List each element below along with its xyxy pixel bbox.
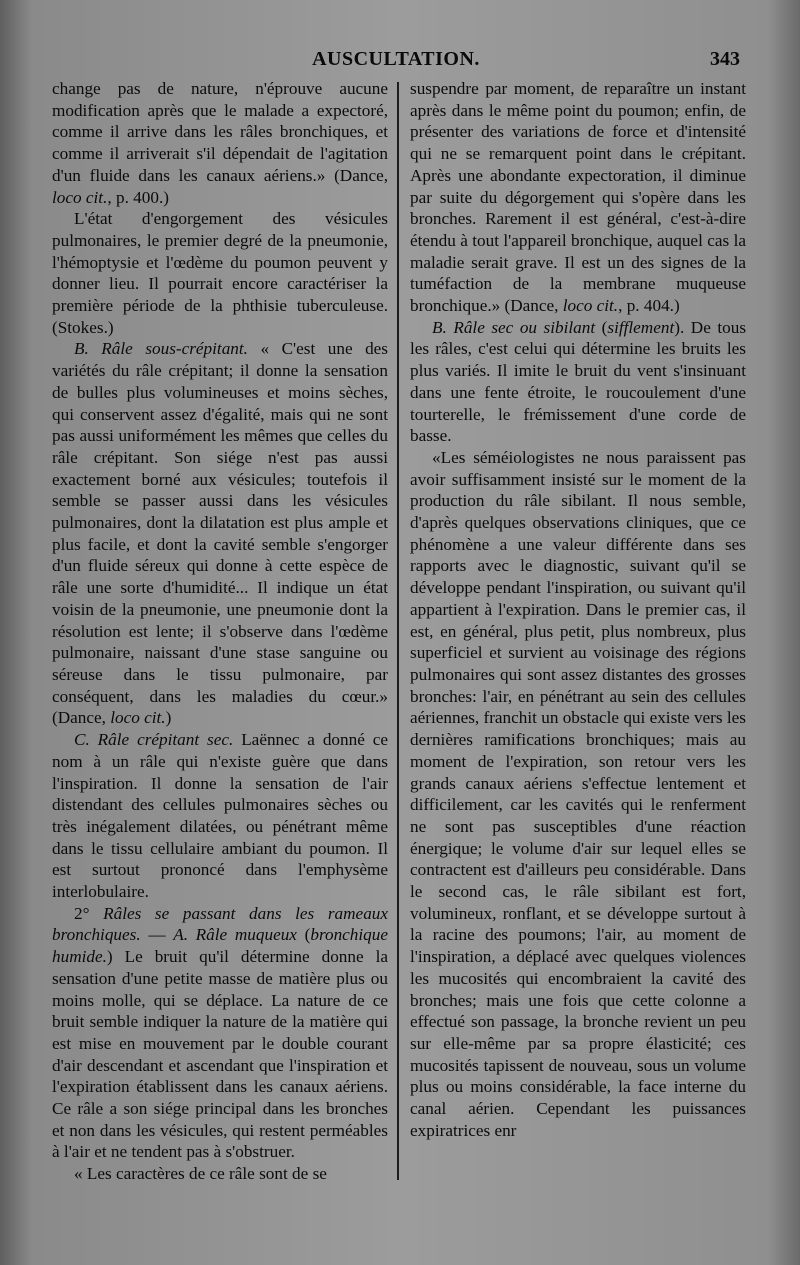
paren: (	[296, 925, 311, 945]
paragraph-text: «Les séméiologistes ne nous paraissent pas avoir suffisamment insisté sur le moment de la production du râle sibilant. Il nous semble, d'après quelques observations cliniques, que ce phénomène a une valeur différente dans ses rapports avec le diagnostic, suivant qu'il se développe pendant l'inspiration, ou suivant qu'il appartient à l'expiration. Dans le premier cas, il est, en général, plus petit, plus nombreux, plus superficiel et survient au voisinage des régions pulmonaires qui sont assez distantes des grosses bronches: l'air, en pénétrant au sein des cellules aériennes, franchit un obstacle qui existe vers les dernières ramifications bronchiques; mais au moment de l'expiration, son retour vers les grands canaux aériens s'effectue lentement et difficilement, car les cavités qui le renferment ne sont pas susceptibles d'une réaction énergique; le volume d'air sur lequel elles se contractent est d'ailleurs peu considérable. Dans le second cas, le râle sibilant est fort, volumineux, ronflant, et se développe surtout à la racine des poumons; l'air, au moment de l'inspiration, a déplacé avec quelques violences les mucosités qui encombraient la cavité des bronches; mais une fois que cette colonne a effectué son passage, la bronche revient un peu sur elle-même par sa propre élasticité; ces mucosités tapissent de nouveau, sous un volume plus ou moins considérable, la face interne du canal aérien. Cependant les puissances expiratrices enr	[410, 447, 746, 1140]
paragraph	[410, 447, 746, 1142]
citation: loco cit.	[562, 296, 619, 316]
paragraph-text: suspendre par moment, de reparaître un instant après dans le même point du poumon; enfin, de présenter des variations de force et d'intensité qui ne se remarquent point dans le crépitant. Après une abondante expectoration, il diminue par suite du dégorgement qui s'opère dans les bronches. Rarement il est général, c'est-à-dire étendu à tout l'appareil bronchique, auquel cas la maladie serait grave. Il est un des signes de la tuméfaction de la membrane muqueuse bronchique.» (Dance,	[410, 79, 746, 316]
section-heading: Râles se passant dans les rameaux bronchiques.	[52, 903, 388, 945]
column-divider	[397, 82, 399, 1180]
paragraph-text: « C'est une des variétés du râle crépitant; il donne la sensation de bulles plus volumineuses et moins sèches, qui conservent assez d'égalité, mais qui ne sont pas aussi uniformément les mêmes que celles du râle crépitant. Son siége n'est pas aussi exactement borné aux vésicules; toutefois il semble se passer aussi dans les vésicules pulmonaires, dont la dilatation est plus ample et plus facile, et dont la cavité semble s'engorger d'un fluide séreux qui donne à cette espèce de râle une sorte d'humidité... Il indique un état voisin de la pneumonie, une pneumonie dont la résolution est lente; il s'observe dans l'œdème pulmonaire, naissant d'une stase sanguine ou séreuse dans le tissu pulmonaire, par conséquent, dans les maladies du cœur.» (Dance,	[52, 339, 388, 728]
paragraph-text: ) Le bruit qu'il détermine donne la sensation d'une petite masse de matière plus ou moins molle, qui se déplace. La nature de ce bruit semble indiquer la nature de la matière qui est mise en mouvement par le double courant d'air descendant et ascendant que l'inspiration et l'expiration établissent dans les canaux aériens. Ce râle a son siége principal dans les bronches et non dans les vésicules, qui restent perméables à l'air et ne tendent pas à s'obstruer.	[52, 947, 388, 1162]
paragraph-text: change pas de nature, n'éprouve aucune modification après que le malade a expectoré, comme il arrive dans les râles bronchiques, et comme il arriverait s'il dépendait de l'agitation d'un fluide dans les canaux aériens.» (Dance,	[52, 79, 388, 185]
section-number: 2°	[74, 903, 104, 923]
subsection-alias: bronchique humide.	[52, 925, 388, 967]
subsection-heading: A. Râle muqueux	[173, 925, 297, 945]
paragraph-text: Laënnec a donné ce nom à un râle qui n'existe guère que dans l'inspiration. Il donne la sensation de l'air distendant des cellules pulmonaires sèches ou très inégalement dilatées, ou pénétrant même dans le tissu cellulaire ambiant du poumon. Il est surtout prononcé dans l'emphysème interlobulaire.	[52, 730, 388, 902]
paragraph-rale-sous-crepitant	[52, 338, 388, 729]
paragraph-text: « Les caractères de ce râle sont de se	[74, 1164, 327, 1184]
section-heading: B. Râle sec ou sibilant	[432, 317, 596, 337]
subsection-alias: sifflement	[607, 317, 675, 337]
running-head	[52, 48, 740, 74]
paragraph-continuation	[410, 78, 746, 317]
paragraph-continuation	[52, 78, 388, 208]
paragraph	[52, 1163, 388, 1185]
section-heading: C. Râle crépitant sec.	[74, 730, 234, 750]
paragraph-rale-sibilant	[410, 317, 746, 447]
paragraph-rales-bronchiques	[52, 903, 388, 1163]
citation-page: , p. 400.)	[107, 187, 169, 207]
paragraph-rale-crepitant-sec	[52, 729, 388, 903]
citation: loco cit.	[52, 187, 108, 207]
section-heading: B. Râle sous-crépitant.	[74, 339, 248, 359]
paragraph-text: ). De tous les râles, c'est celui qui détermine les bruits les plus variés. Il imite le bruit du vent s'insinuant dans une fente étroite, le roucoulement d'une tourterelle, le frémissement d'une corde de basse.	[410, 317, 746, 446]
citation-page: , p. 404.)	[618, 296, 680, 316]
paragraph-text: L'état d'engorgement des vésicules pulmonaires, le premier degré de la pneumonie, l'hémoptysie et l'œdème du poumon peuvent y donner lieu. Il pourrait encore caractériser la première période de la phthisie tuberculeuse. (Stokes.)	[52, 209, 388, 337]
running-title: AUSCULTATION.	[312, 48, 480, 70]
paren: (	[595, 317, 608, 337]
right-column	[410, 78, 746, 1198]
citation: loco cit.	[110, 708, 166, 728]
paragraph	[52, 208, 388, 338]
left-column	[52, 78, 388, 1198]
dash: —	[140, 925, 174, 945]
citation-end: )	[165, 708, 172, 728]
page-number: 343	[710, 48, 740, 70]
